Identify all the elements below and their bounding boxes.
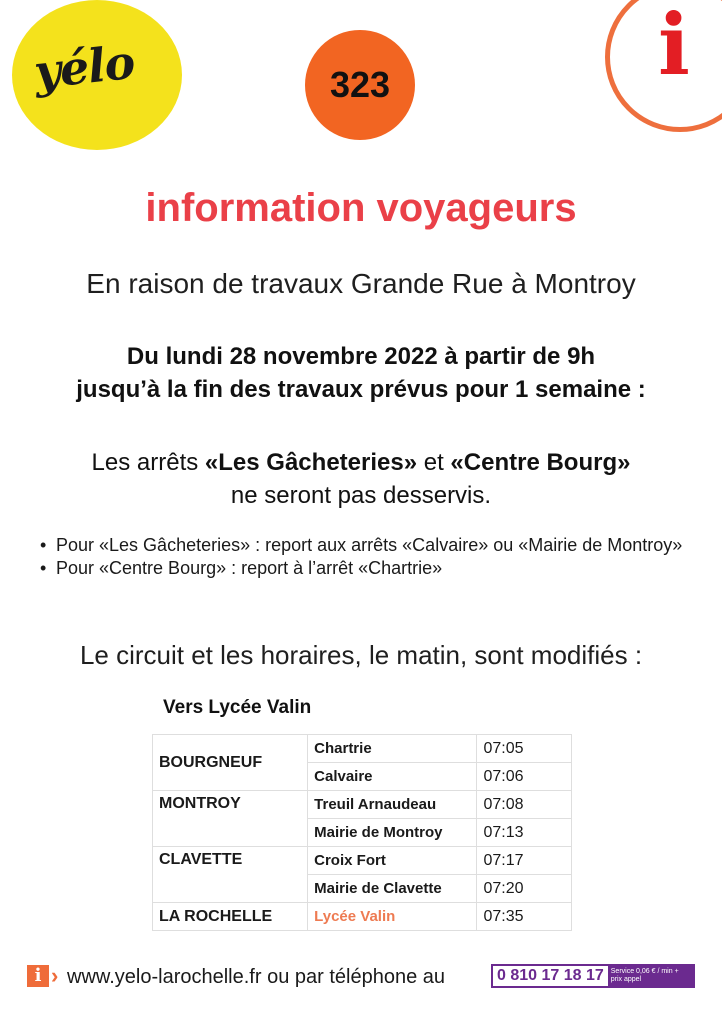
closed-stops-block xyxy=(0,446,722,512)
phone-number: 0 810 17 18 17 xyxy=(497,967,604,984)
line-number-badge xyxy=(305,30,415,140)
list-item: • Pour «Centre Bourg» : report à l’arrêt «Chartrie» xyxy=(40,557,700,580)
schedule-table xyxy=(152,734,572,931)
time-cell: 07:20 xyxy=(477,875,572,903)
town-cell: CLAVETTE xyxy=(153,847,308,903)
dates-line-2: jusqu’à la fin des travaux prévus pour 1 semaine : xyxy=(76,376,646,403)
info-icon xyxy=(605,0,722,132)
stop-cell: Mairie de Clavette xyxy=(308,875,477,903)
table-row xyxy=(153,847,572,875)
call-tarif: Service 0,06 € / min + prix appel xyxy=(608,966,693,986)
schedule-direction: Vers Lycée Valin xyxy=(163,697,312,718)
dates-line-1: Du lundi 28 novembre 2022 à partir de 9h xyxy=(126,343,596,370)
chevron-right-icon: › xyxy=(51,963,59,988)
time-cell: 07:05 xyxy=(477,735,572,763)
yelo-logo-text: yélo xyxy=(31,34,137,100)
alternative-stops-list xyxy=(40,534,700,580)
table-row xyxy=(153,903,572,931)
time-cell: 07:17 xyxy=(477,847,572,875)
time-cell: 07:08 xyxy=(477,791,572,819)
table-row xyxy=(153,791,572,819)
yelo-logo xyxy=(12,0,182,150)
time-cell: 07:35 xyxy=(477,903,572,931)
closed-stop-1: «Les Gâcheteries» xyxy=(204,449,418,476)
closed-stops-line-1 xyxy=(0,446,722,479)
line-number: 323 xyxy=(329,64,391,105)
info-icon: i xyxy=(27,965,49,987)
stop-cell: Chartrie xyxy=(308,735,477,763)
time-cell: 07:13 xyxy=(477,819,572,847)
closed-stops-line-2: ne seront pas desservis. xyxy=(230,482,492,509)
closed-stop-2: «Centre Bourg» xyxy=(450,449,631,476)
website-text: www.yelo-larochelle.fr ou par téléphone au xyxy=(67,966,445,988)
stop-cell: Lycée Valin xyxy=(308,903,477,931)
info-symbol: i xyxy=(658,0,690,94)
town-cell: MONTROY xyxy=(153,791,308,847)
notice-subtitle: En raison de travaux Grande Rue à Montroy xyxy=(86,268,636,299)
stop-cell: Croix Fort xyxy=(308,847,477,875)
table-row xyxy=(153,735,572,763)
town-cell: LA ROCHELLE xyxy=(153,903,308,931)
list-item: • Pour «Les Gâcheteries» : report aux arrêts «Calvaire» ou «Mairie de Montroy» xyxy=(40,534,700,557)
contact-footer xyxy=(27,963,697,991)
time-cell: 07:06 xyxy=(477,763,572,791)
town-cell: BOURGNEUF xyxy=(153,735,308,791)
stop-cell: Calvaire xyxy=(308,763,477,791)
dates-block xyxy=(0,340,722,406)
stops-and: et xyxy=(417,449,451,476)
phone-box xyxy=(491,964,695,988)
stop-cell: Treuil Arnaudeau xyxy=(308,791,477,819)
stops-prefix: Les arrêts xyxy=(91,449,205,476)
circuit-notice: Le circuit et les horaires, le matin, sont modifiés : xyxy=(79,640,643,670)
notice-title: information voyageurs xyxy=(145,186,577,230)
stop-cell: Mairie de Montroy xyxy=(308,819,477,847)
